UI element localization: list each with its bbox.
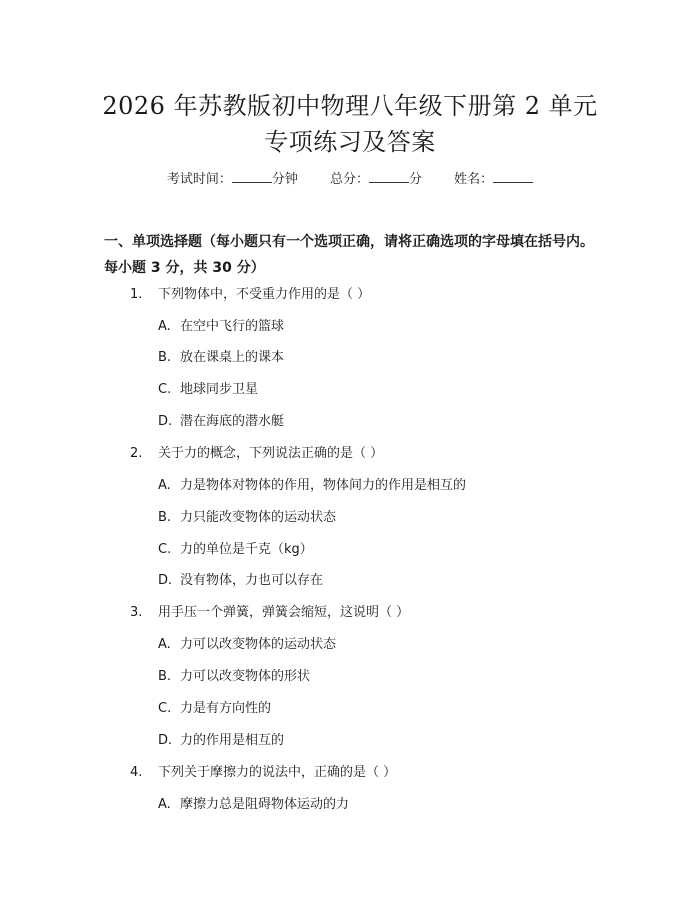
option-letter: C. xyxy=(158,382,172,397)
option-text: 力可以改变物体的运动状态 xyxy=(180,637,337,652)
option-text: 力是物体对物体的作用，物体间力的作用是相互的 xyxy=(180,478,467,493)
option-letter: D. xyxy=(158,573,173,588)
page-title-line2: 专项练习及答案 xyxy=(264,128,436,156)
option-letter: D. xyxy=(158,733,173,748)
exam-time-label: 考试时间： xyxy=(166,172,232,187)
student-name-blank xyxy=(493,170,533,183)
page-title-line1: 2026 年苏教版初中物理八年级下册第 2 单元 xyxy=(102,92,598,120)
option-text: 地球同步卫星 xyxy=(180,382,259,397)
question-text: 关于力的概念，下列说法正确的是（ ） xyxy=(158,446,384,461)
exam-time-blank xyxy=(232,170,272,183)
option-text: 力的作用是相互的 xyxy=(180,733,285,748)
option-letter: A. xyxy=(158,478,171,493)
question-1 xyxy=(130,283,370,302)
option-text: 放在课桌上的课本 xyxy=(180,350,285,365)
option-text: 在空中飞行的篮球 xyxy=(180,319,285,334)
question-4 xyxy=(130,761,396,780)
question-3-option-b xyxy=(158,665,310,684)
question-number: 4. xyxy=(130,765,143,780)
exam-time-unit: 分钟 xyxy=(271,172,298,187)
question-3 xyxy=(130,601,409,620)
question-3-option-a xyxy=(158,633,336,652)
student-name-label: 姓名： xyxy=(454,172,494,187)
section-heading-line1: 一、单项选择题（每小题只有一个选项正确，请将正确选项的字母填在括号内。 xyxy=(104,234,594,250)
question-3-option-d xyxy=(158,729,284,748)
option-text: 力的单位是千克（kg） xyxy=(180,542,313,557)
option-text: 力只能改变物体的运动状态 xyxy=(180,510,337,525)
question-2-option-d xyxy=(158,569,323,588)
option-text: 潜在海底的潜水艇 xyxy=(180,414,285,429)
option-letter: A. xyxy=(158,797,171,812)
question-number: 2. xyxy=(130,446,143,461)
option-letter: D. xyxy=(158,414,173,429)
option-letter: B. xyxy=(158,350,172,365)
exam-time xyxy=(167,172,302,187)
option-text: 力可以改变物体的形状 xyxy=(180,669,311,684)
question-text: 下列物体中，不受重力作用的是（ ） xyxy=(158,287,371,302)
option-text: 没有物体，力也可以存在 xyxy=(180,573,324,588)
option-letter: C. xyxy=(158,701,172,716)
section-heading xyxy=(104,229,624,281)
option-letter: B. xyxy=(158,669,172,684)
question-2-option-b xyxy=(158,506,336,525)
option-text: 摩擦力总是阻碍物体运动的力 xyxy=(180,797,350,812)
student-name xyxy=(454,172,533,187)
option-letter: A. xyxy=(158,637,171,652)
option-letter: C. xyxy=(158,542,172,557)
question-text: 用手压一个弹簧，弹簧会缩短，这说明（ ） xyxy=(158,605,410,620)
question-2-option-c xyxy=(158,538,313,557)
question-number: 3. xyxy=(130,605,143,620)
question-1-option-c xyxy=(158,378,258,397)
total-score xyxy=(330,172,426,187)
total-score-label: 总分： xyxy=(329,172,369,187)
question-2-option-a xyxy=(158,474,466,493)
question-number: 1. xyxy=(130,287,143,302)
option-text: 力是有方向性的 xyxy=(180,701,272,716)
question-2 xyxy=(130,442,383,461)
total-score-blank xyxy=(369,170,409,183)
option-letter: A. xyxy=(158,319,171,334)
question-3-option-c xyxy=(158,697,271,716)
question-1-option-a xyxy=(158,315,284,334)
question-1-option-b xyxy=(158,346,284,365)
section-heading-line2: 每小题 3 分，共 30 分） xyxy=(104,260,265,276)
question-4-option-a xyxy=(158,793,349,812)
option-letter: B. xyxy=(158,510,172,525)
question-1-option-d xyxy=(158,410,284,429)
exam-info xyxy=(0,168,700,187)
question-text: 下列关于摩擦力的说法中，正确的是（ ） xyxy=(158,765,397,780)
total-score-unit: 分 xyxy=(409,172,423,187)
